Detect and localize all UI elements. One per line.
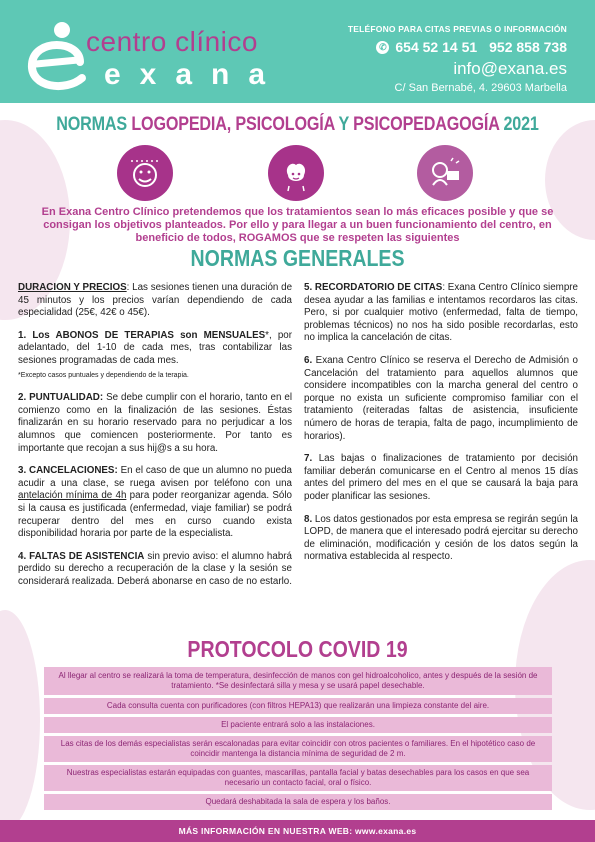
covid-row: Quedará deshabitada la sala de espera y los baños. <box>44 794 552 810</box>
rule-duracion: DURACION Y PRECIOS: Las sesiones tienen una duración de 45 minutos y los precios varían dependiendo de cada especialidad (25€, 42€ o 45€). <box>18 282 293 319</box>
psychopedagogy-icon <box>417 145 473 201</box>
brain-icon <box>268 145 324 201</box>
left-column <box>18 282 292 598</box>
contact-label: TELÉFONO PARA CITAS PREVIAS O INFORMACIÓN <box>347 24 567 34</box>
rule-abonos-note: *Excepto casos puntuales y dependiendo de la terapia. <box>18 371 189 379</box>
address: C/ San Bernabé, 4. 29603 Marbella <box>394 82 567 94</box>
phone-2[interactable]: 952 858 738 <box>489 39 567 55</box>
right-column <box>304 282 578 574</box>
rule-puntualidad: 2. PUNTUALIDAD: Se debe cumplir con el horario, tanto en el comienzo como en la finalización de las sesiones. Éstas finalizarán en su horario reservado para no perjudicar a los alumnos que comiencen posteriormente. Por tanto es importante que recojan a sus hij@s a su hora. <box>18 392 293 454</box>
rule-datos: 8. Los datos gestionados por esta empresa se regirán según la LOPD, de manera que el interesado podrá ejercitar su derecho de eliminación, modificación y cesión de los datos según la normativa establecida al respecto. <box>304 513 578 563</box>
covid-row: Las citas de los demás especialistas serán escalonadas para evitar coincidir con otros pacientes o familiares. En el hipotético caso de coincidir mantenga la distancia mínima de seguridad de 2 m. <box>44 736 552 762</box>
logo <box>22 18 285 98</box>
rule-recordatorio: 5. RECORDATORIO DE CITAS: Exana Centro Clínico siempre desea ayudar a las familias e intentamos recordaros las citas. Pero, si por cualquier motivo (enfermedad, falta de tiempo, problemas técnicos) no nos ha sido posible recordarlas, esto no implica la cancelación de citas. <box>304 282 578 344</box>
contact-block <box>348 24 567 94</box>
logo-text-top: centro clínico <box>86 26 258 57</box>
rule-abonos: 1. Los ABONOS DE TERAPIAS son MENSUALES*, por adelantado, del 1-10 de cada mes, tras contabilizar las sesiones programadas de cada mes. <box>18 329 292 366</box>
rule-bajas: 7. Las bajas o finalizaciones de tratamiento por decisión familiar deberán comunicarse en el Centro al menos 15 días antes del primero del mes en el que se causará la baja para poder planificar las sesiones. <box>304 453 578 502</box>
rule-admision: 6. Exana Centro Clínico se reserva el Derecho de Admisión o Cancelación del tratamiento para aquellos alumnos que considere incompatibles con la marcha general del centro o porque no exista un suficiente compromiso familiar con el tratamiento (reiteradas faltas de asistencia, insuficiente número de horas de terapia, falta de pago, incumplimiento de horarios). <box>304 354 578 442</box>
normas-generales-title: NORMAS GENERALES <box>190 245 405 271</box>
page-title: NORMAS LOGOPEDIA, PSICOLOGÍA Y PSICOPEDAGOGÍA 2021 <box>56 114 539 135</box>
header-bar <box>0 0 595 103</box>
rule-faltas: 4. FALTAS DE ASISTENCIA sin previo aviso: el alumno habrá perdido su derecho a recuperación de la clase y la sesión se considerará realizada. Deberá abonarse en caso de no estarlo. <box>18 550 292 587</box>
covid-protocol-list <box>44 667 552 813</box>
email-link[interactable]: info@exana.es <box>453 59 567 78</box>
footer-web-link[interactable]: MÁS INFORMACIÓN EN NUESTRA WEB: www.exana.es <box>0 820 595 842</box>
covid-row: Nuestras especialistas estarán equipadas con guantes, mascarillas, pantalla facial y batas desechables para los casos en que sea necesario un contacto facial, oral o físico. <box>44 765 552 791</box>
whatsapp-icon: ✆ <box>376 41 389 54</box>
covid-row: Cada consulta cuenta con purificadores (con filtros HEPA13) que realizarán una limpieza constante del aire. <box>44 698 552 714</box>
speech-icon <box>117 145 173 201</box>
phone-row <box>348 39 567 55</box>
logo-text-bottom: exana <box>104 58 285 91</box>
intro-text: En Exana Centro Clínico pretendemos que los tratamientos sean lo más eficaces posible y que se consigan los objetivos planteados. Por ello y para llegar a un buen funcionamiento del centro, en beneficio de todos, ROGAMOS que se respeten las siguientes <box>41 206 554 244</box>
covid-row: Al llegar al centro se realizará la toma de temperatura, desinfección de manos con gel hidroalcoholico, antes y después de la sesión de tratamiento. *Se desinfectará silla y mesa y se usará papel desechable. <box>44 667 552 695</box>
rule-cancelaciones: 3. CANCELACIONES: En el caso de que un alumno no pueda acudir a una clase, se ruega avisen por teléfono con una antelación mínima de 4h para poder reorganizar agenda. Sólo si la causa es justificada (enfermedad, viaje familiar) se podrá recuperar dentro del mes en curso cuando exista disponibilidad horaria por parte de la especialista. <box>18 465 292 540</box>
decorative-blob <box>0 610 40 830</box>
covid-row: El paciente entrará solo a las instalaciones. <box>44 717 552 733</box>
logo-e-icon <box>22 20 94 92</box>
covid-title: PROTOCOLO COVID 19 <box>187 636 408 662</box>
phone-1[interactable]: 654 52 14 51 <box>395 39 478 55</box>
